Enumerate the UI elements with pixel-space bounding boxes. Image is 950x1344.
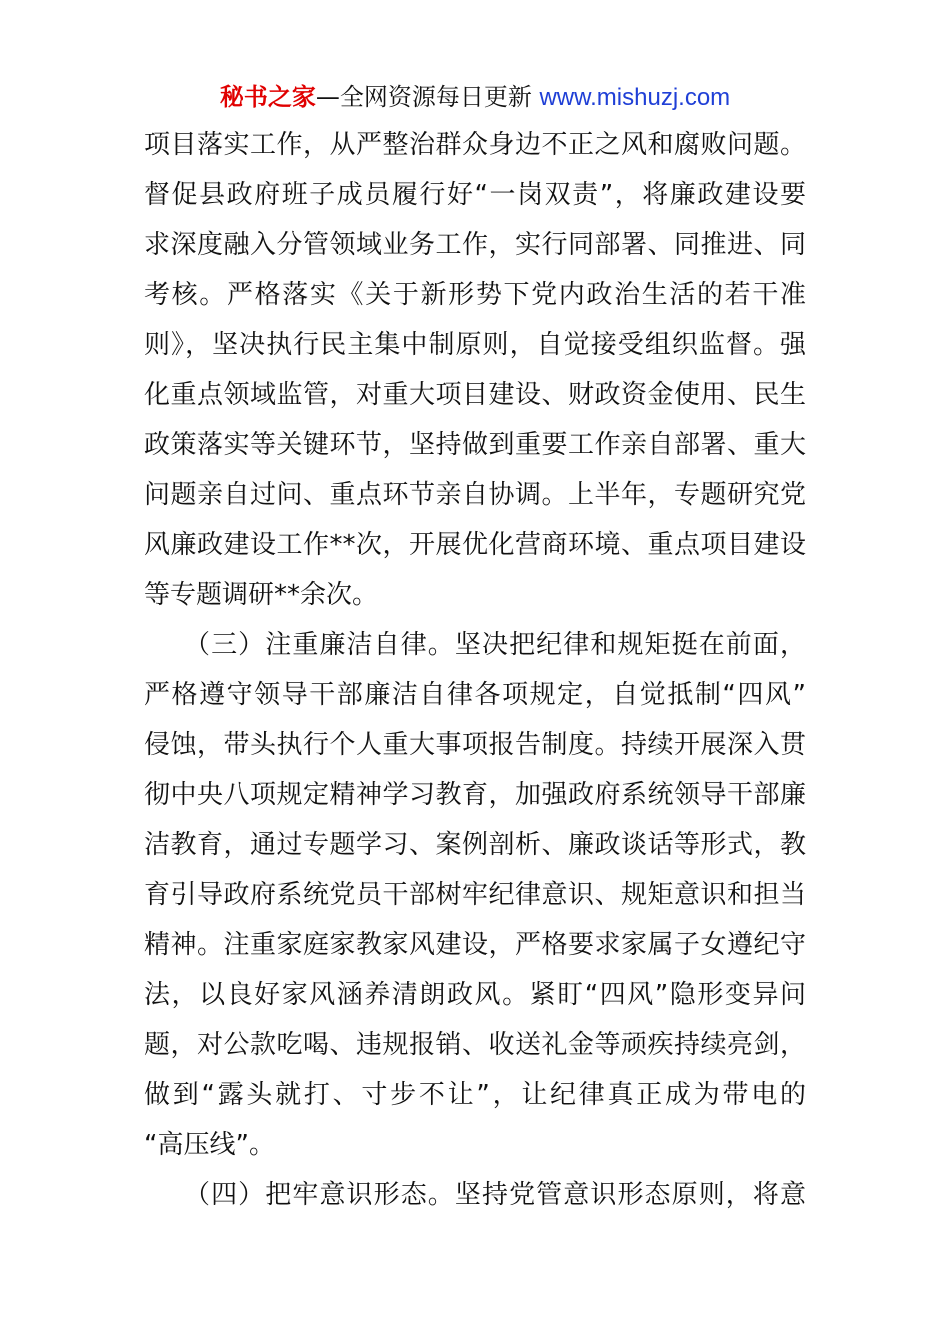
text-line: 考核。严格落实《关于新形势下党内政治生活的若干准 [144, 280, 806, 310]
text-line: 项目落实工作，从严整治群众身边不正之风和腐败问题。 [144, 130, 806, 160]
text-line: 督促县政府班子成员履行好“一岗双责”，将廉政建设要 [144, 180, 806, 210]
text-line: 严格遵守领导干部廉洁自律各项规定，自觉抵制“四风” [144, 680, 806, 710]
text-line: 精神。注重家庭家教家风建设，严格要求家属子女遵纪守 [144, 930, 806, 960]
text-line: 化重点领域监管，对重大项目建设、财政资金使用、民生 [144, 380, 806, 410]
text-line: 求深度融入分管领域业务工作，实行同部署、同推进、同 [144, 230, 806, 260]
text-line: “高压线”。 [144, 1130, 275, 1160]
text-line: 育引导政府系统党员干部树牢纪律意识、规矩意识和担当 [144, 880, 806, 910]
text-line: 做到“露头就打、寸步不让”，让纪律真正成为带电的 [144, 1080, 806, 1110]
text-line: 法，以良好家风涵养清朗政风。紧盯“四风”隐形变异问 [144, 980, 806, 1010]
text-line: 题，对公款吃喝、违规报销、收送礼金等顽疾持续亮剑， [144, 1030, 806, 1060]
header-tagline: —全网资源每日更新 [315, 83, 532, 111]
text-line: 彻中央八项规定精神学习教育，加强政府系统领导干部廉 [144, 780, 806, 810]
text-line: 则》，坚决执行民主集中制原则，自觉接受组织监督。强 [144, 330, 806, 360]
text-line: 等专题调研**余次。 [144, 580, 379, 610]
brand-name: 秘书之家 [219, 83, 316, 111]
document-body [144, 120, 806, 1220]
text-line: 侵蚀，带头执行个人重大事项报告制度。持续开展深入贯 [144, 730, 806, 760]
text-line: 政策落实等关键环节，坚持做到重要工作亲自部署、重大 [144, 430, 806, 460]
website-link[interactable]: www.mishuzj.com [539, 84, 731, 111]
text-line: 风廉政建设工作**次，开展优化营商环境、重点项目建设 [144, 530, 806, 560]
paragraph-start: （四）把牢意识形态。坚持党管意识形态原则，将意 [184, 1180, 806, 1210]
page-header [0, 80, 950, 115]
paragraph-start: （三）注重廉洁自律。坚决把纪律和规矩挺在前面， [184, 630, 806, 660]
text-line: 洁教育，通过专题学习、案例剖析、廉政谈话等形式，教 [144, 830, 806, 860]
text-line: 问题亲自过问、重点环节亲自协调。上半年，专题研究党 [144, 480, 806, 510]
